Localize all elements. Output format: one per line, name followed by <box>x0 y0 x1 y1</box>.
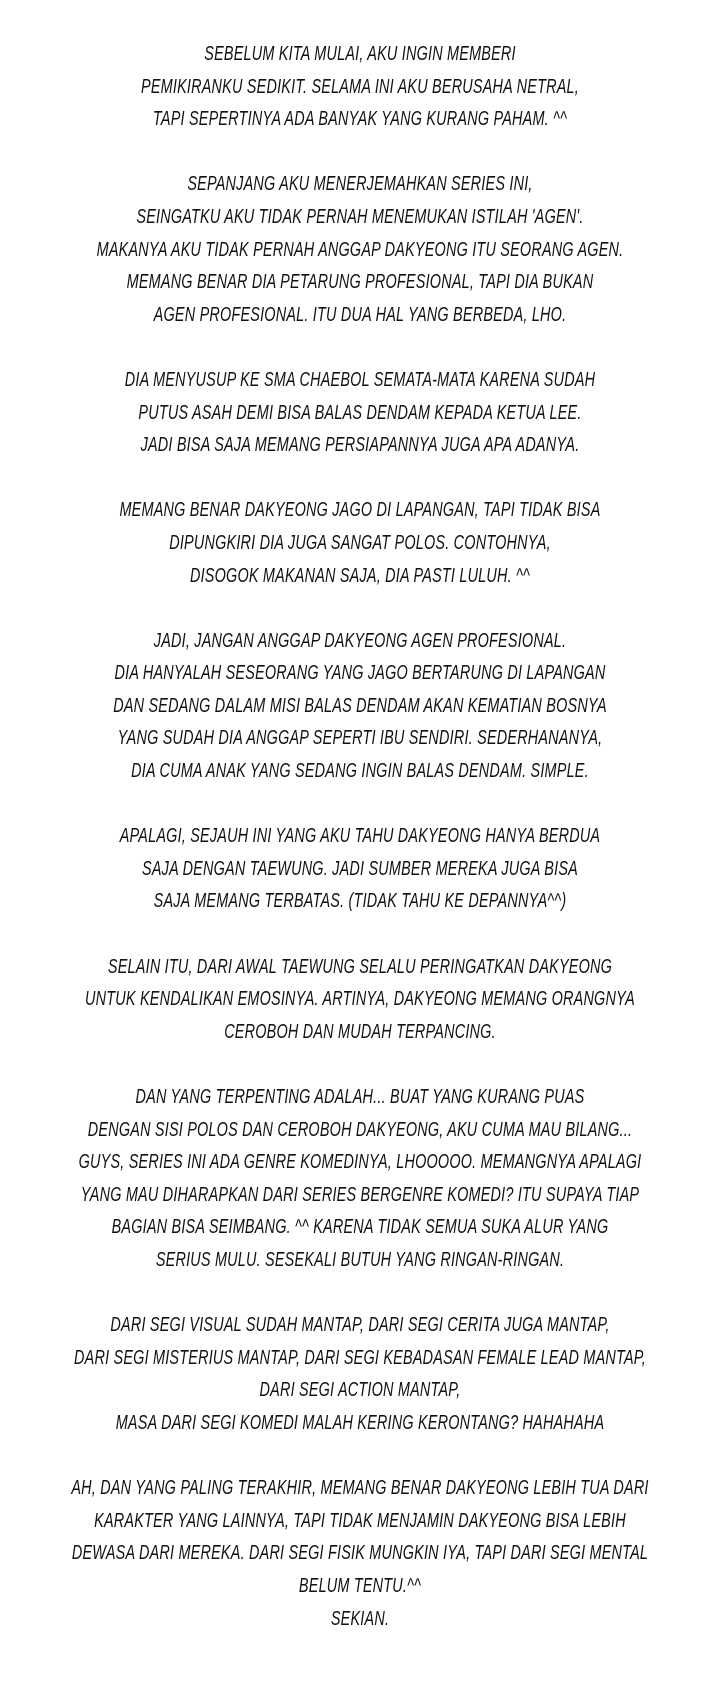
translator-note <box>0 38 720 1668</box>
text-line: SEINGATKU AKU TIDAK PERNAH MENEMUKAN ISTILAH 'AGEN'. <box>136 205 584 228</box>
text-line: SAJA DENGAN TAEWUNG. JADI SUMBER MEREKA JUGA BISA <box>142 857 578 880</box>
text-line: CEROBOH DAN MUDAH TERPANCING. <box>224 1020 496 1043</box>
text-line: DAN SEDANG DALAM MISI BALAS DENDAM AKAN KEMATIAN BOSNYA <box>113 694 607 717</box>
paragraph <box>0 38 720 136</box>
text-line: MAKANYA AKU TIDAK PERNAH ANGGAP DAKYEONG ITU SEORANG AGEN. <box>96 238 624 261</box>
text-line: DIA HANYALAH SESEORANG YANG JAGO BERTARUNG DI LAPANGAN <box>114 662 606 685</box>
text-line: KARAKTER YANG LAINNYA, TAPI TIDAK MENJAMIN DAKYEONG BISA LEBIH <box>94 1509 626 1532</box>
paragraph <box>0 494 720 592</box>
text-line: DIA CUMA ANAK YANG SEDANG INGIN BALAS DENDAM. SIMPLE. <box>131 760 589 783</box>
text-line: MASA DARI SEGI KOMEDI MALAH KERING KERONTANG? HAHAHAHA <box>115 1411 605 1434</box>
text-line: SERIUS MULU. SESEKALI BUTUH YANG RINGAN-RINGAN. <box>155 1248 565 1271</box>
text-line: DARI SEGI VISUAL SUDAH MANTAP, DARI SEGI CERITA JUGA MANTAP, <box>110 1314 610 1337</box>
paragraph <box>0 1309 720 1439</box>
text-line: BAGIAN BISA SEIMBANG. ^^ KARENA TIDAK SEMUA SUKA ALUR YANG <box>111 1216 609 1239</box>
text-line: SELAIN ITU, DARI AWAL TAEWUNG SELALU PERINGATKAN DAKYEONG <box>107 955 613 978</box>
text-line: YANG MAU DIHARAPKAN DARI SERIES BERGENRE KOMEDI? ITU SUPAYA TIAP <box>80 1183 640 1206</box>
paragraph <box>0 364 720 462</box>
paragraph <box>0 168 720 331</box>
text-line: UNTUK KENDALIKAN EMOSINYA. ARTINYA, DAKYEONG MEMANG ORANGNYA <box>85 988 635 1011</box>
text-line: SEKIAN. <box>330 1607 390 1630</box>
text-line: PEMIKIRANKU SEDIKIT. SELAMA INI AKU BERUSAHA NETRAL, <box>140 75 580 98</box>
text-line: JADI BISA SAJA MEMANG PERSIAPANNYA JUGA APA ADANYA. <box>140 434 580 457</box>
text-line: TAPI SEPERTINYA ADA BANYAK YANG KURANG PAHAM. ^^ <box>152 108 568 131</box>
paragraph <box>0 1081 720 1277</box>
paragraph <box>0 1472 720 1635</box>
text-line: AGEN PROFESIONAL. ITU DUA HAL YANG BERBEDA, LHO. <box>153 303 567 326</box>
paragraph <box>0 820 720 918</box>
text-line: SEPANJANG AKU MENERJEMAHKAN SERIES INI, <box>187 173 533 196</box>
text-line: DAN YANG TERPENTING ADALAH... BUAT YANG KURANG PUAS <box>135 1086 585 1108</box>
paragraph <box>0 625 720 788</box>
text-line: PUTUS ASAH DEMI BISA BALAS DENDAM KEPADA KETUA LEE. <box>138 401 582 424</box>
text-line: DARI SEGI MISTERIUS MANTAP, DARI SEGI KEBADASAN FEMALE LEAD MANTAP, <box>74 1346 646 1369</box>
text-line: DENGAN SISI POLOS DAN CEROBOH DAKYEONG, AKU CUMA MAU BILANG... <box>87 1118 633 1141</box>
text-line: BELUM TENTU.^^ <box>298 1574 422 1597</box>
text-line: MEMANG BENAR DIA PETARUNG PROFESIONAL, TAPI DIA BUKAN <box>126 271 594 294</box>
text-line: MEMANG BENAR DAKYEONG JAGO DI LAPANGAN, TAPI TIDAK BISA <box>119 499 601 522</box>
text-line: APALAGI, SEJAUH INI YANG AKU TAHU DAKYEONG HANYA BERDUA <box>119 825 601 848</box>
text-line: AH, DAN YANG PALING TERAKHIR, MEMANG BENAR DAKYEONG LEBIH TUA DARI <box>71 1477 649 1500</box>
text-line: DEWASA DARI MEREKA. DARI SEGI FISIK MUNGKIN IYA, TAPI DARI SEGI MENTAL <box>71 1542 649 1565</box>
text-line: SEBELUM KITA MULAI, AKU INGIN MEMBERI <box>204 43 516 65</box>
paragraph <box>0 951 720 1049</box>
text-line: DIPUNGKIRI DIA JUGA SANGAT POLOS. CONTOHNYA, <box>169 531 551 554</box>
text-line: DIA MENYUSUP KE SMA CHAEBOL SEMATA-MATA KARENA SUDAH <box>124 368 596 391</box>
text-line: DISOGOK MAKANAN SAJA, DIA PASTI LULUH. ^^ <box>189 564 531 587</box>
text-line: JADI, JANGAN ANGGAP DAKYEONG AGEN PROFESIONAL. <box>153 629 567 652</box>
text-line: SAJA MEMANG TERBATAS. (TIDAK TAHU KE DEPANNYA^^) <box>153 890 567 913</box>
text-line: DARI SEGI ACTION MANTAP, <box>259 1379 461 1402</box>
text-line: GUYS, SERIES INI ADA GENRE KOMEDINYA, LHOOOOO. MEMANGNYA APALAGI <box>78 1151 642 1174</box>
text-line: YANG SUDAH DIA ANGGAP SEPERTI IBU SENDIRI. SEDERHANANYA, <box>117 727 603 750</box>
